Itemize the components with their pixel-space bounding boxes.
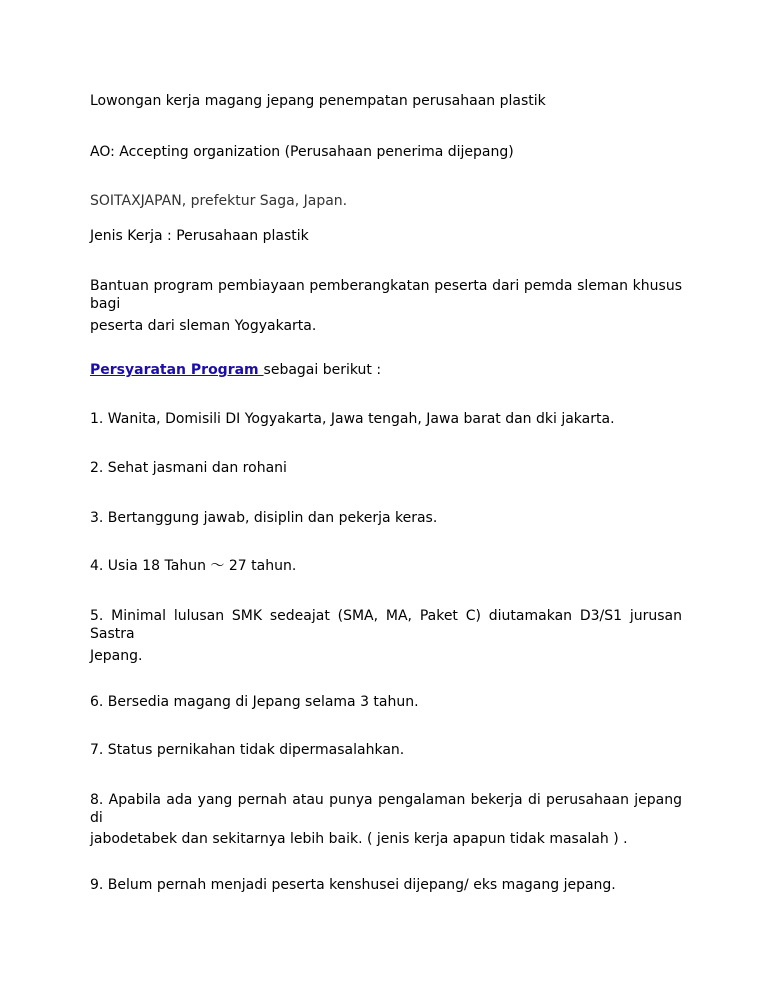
requirement-3: 3. Bertanggung jawab, disiplin dan pekerja keras. [90, 510, 438, 526]
requirements-heading [90, 361, 682, 379]
requirement-1: 1. Wanita, Domisili DI Yogyakarta, Jawa tengah, Jawa barat dan dki jakarta. [90, 411, 615, 427]
funding-line-1: Bantuan program pembiayaan pemberangkatan peserta dari pemda sleman khusus bagi [90, 278, 682, 312]
requirement-9: 9. Belum pernah menjadi peserta kenshusei dijepang/ eks magang jepang. [90, 877, 616, 893]
company-location: SOITAXJAPAN, prefektur Saga, Japan. [90, 193, 348, 209]
job-title: Lowongan kerja magang jepang penempatan perusahaan plastik [90, 93, 546, 109]
requirement-5-line-1: 5. Minimal lulusan SMK sedeajat (SMA, MA, Paket C) diutamakan D3/S1 jurusan Sastra [90, 608, 682, 642]
accepting-organization: AO: Accepting organization (Perusahaan penerima dijepang) [90, 144, 514, 160]
requirement-6: 6. Bersedia magang di Jepang selama 3 tahun. [90, 694, 419, 710]
requirements-link[interactable]: Persyaratan Program [90, 362, 264, 378]
requirement-7: 7. Status pernikahan tidak dipermasalahkan. [90, 742, 405, 758]
funding-line-2: peserta dari sleman Yogyakarta. [90, 318, 317, 334]
requirements-heading-suffix: sebagai berikut : [263, 362, 382, 378]
requirement-8-line-1: 8. Apabila ada yang pernah atau punya pengalaman bekerja di perusahaan jepang di [90, 792, 682, 826]
requirement-5-line-2: Jepang. [90, 648, 143, 664]
requirement-8-line-2: jabodetabek dan sekitarnya lebih baik. ( jenis kerja apapun tidak masalah ) . [90, 831, 628, 847]
requirement-4: 4. Usia 18 Tahun ～ 27 tahun. [90, 558, 297, 574]
requirement-2: 2. Sehat jasmani dan rohani [90, 460, 287, 476]
job-type: Jenis Kerja : Perusahaan plastik [90, 228, 309, 244]
